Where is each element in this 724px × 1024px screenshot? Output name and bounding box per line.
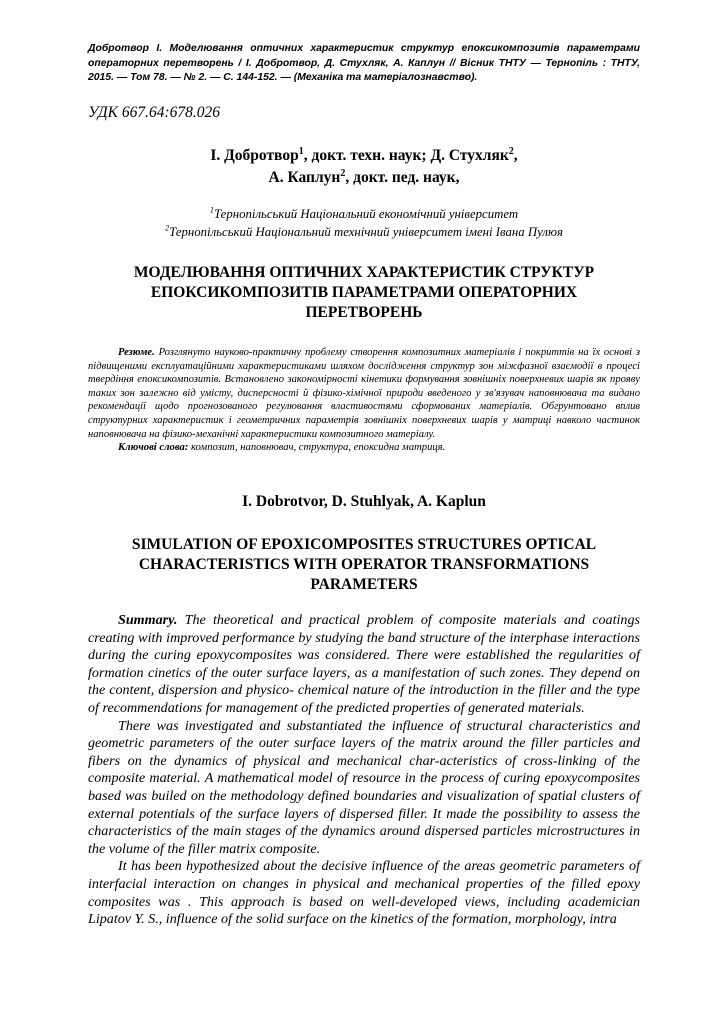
summary-paragraph-2: There was investigated and substantiated the influence of structural characteristics and geometric parameters of the outer surface layers of the matrix around the filler particles and fibers on the dynamics of physical and mechanical char-acteristics of cross-linking of the composite material. A mathematical model of resource in the process of curing epoxycomposites based was builed on the methodology defined boundaries and visualization of spatial clusters of external potentials of the surface layers of dispersed filler. It made the possibility to assess the characteristics of the main stages of the dynamics around dispersed particles microstructures in the volume of the filler matrix composite. bbox=[88, 717, 640, 857]
author-1-name: І. Добротвор bbox=[210, 147, 299, 164]
author-2-sup: 2 bbox=[508, 145, 514, 157]
author-1-sup: 1 bbox=[298, 145, 304, 157]
title-en-line-1: SIMULATION OF EPOXICOMPOSITES STRUCTURES OPTICAL bbox=[131, 536, 597, 553]
udc-code: УДК 667.64:678.026 bbox=[88, 104, 220, 121]
keywords-uk-text: композит, наповнювач, структура, епоксидна матриця. bbox=[190, 442, 446, 454]
abstract-uk-text: Розглянуто науково-практичну проблему створення композитних матеріалів і покриттів на їх основі з підвищеними експлуатаційними характеристиками шляхом дослідження структур зон міжфазної взаємодії в процесі твердіння епоксикомпозитів. Встановлено закономірності кінетики формування зовнішніх поверхневих шарів як прояву таких зон залежно від умісту, дисперсності й фізико-хімічної природи введеного у зв'язувач наповнювача та видано рекомендації щодо прогнозованого регулювання властивостями сформованих матеріалів. Обгрунтовано вплив структурних характеристик і геометричних параметрів зовнішніх поверхневих шарів у матриці навколо частинок наповнювача на фізико-механічні характеристики композитного матеріалу. bbox=[88, 347, 640, 440]
title-ukrainian bbox=[88, 263, 640, 323]
abstract-uk-paragraph bbox=[88, 346, 640, 441]
keywords-uk bbox=[88, 441, 640, 455]
affiliation-1-text: Тернопільський Національний економічний університет bbox=[214, 207, 519, 221]
affiliation-2-text: Тернопільський Національний технічний університет імені Івана Пулюя bbox=[169, 225, 563, 239]
summary-paragraph-1 bbox=[88, 612, 640, 718]
title-english bbox=[88, 535, 640, 595]
title-uk-line-1: МОДЕЛЮВАННЯ ОПТИЧНИХ ХАРАКТЕРИСТИК СТРУКТУР bbox=[133, 264, 595, 281]
title-uk-line-2: ЕПОКСИКОМПОЗИТІВ ПАРАМЕТРАМИ ОПЕРАТОРНИХ bbox=[150, 284, 578, 301]
authors-ukrainian bbox=[88, 145, 640, 189]
author-3-sup: 2 bbox=[340, 167, 346, 179]
author-3-name: А. Каплун bbox=[268, 169, 341, 186]
affiliation-1-sup: 1 bbox=[209, 205, 215, 215]
author-2-tail: , bbox=[513, 147, 518, 164]
affiliation-1 bbox=[88, 205, 640, 223]
author-3-degree: , докт. пед. наук, bbox=[345, 169, 460, 186]
author-2-name: Д. Стухляк bbox=[430, 147, 509, 164]
abstract-ukrainian bbox=[88, 346, 640, 455]
affiliations bbox=[88, 205, 640, 241]
title-uk-line-3: ПЕРЕТВОРЕНЬ bbox=[305, 304, 423, 321]
summary-label: Summary. bbox=[118, 612, 178, 628]
keywords-uk-label: Ключові слова: bbox=[118, 442, 189, 454]
title-en-line-2: CHARACTERISTICS WITH OPERATOR TRANSFORMATIONS bbox=[138, 556, 590, 573]
author-1-degree: , докт. техн. наук; bbox=[303, 147, 431, 164]
title-en-line-3: PARAMETERS bbox=[310, 576, 418, 593]
affiliation-2-sup: 2 bbox=[165, 223, 170, 233]
citation-header: Добротвор І. Моделювання оптичних характеристик структур епоксикомпозитів параметрами операторних перетворень / І. Добротвор, Д. Стухляк, А. Каплун // Вісник ТНТУ — Тернопіль : ТНТУ, 2015. — Том 78. — № 2. — С. 144-152. — (Механіка та матеріалознавство). bbox=[88, 43, 640, 83]
summary-english bbox=[88, 612, 640, 929]
summary-p1-text: The theoretical and practical problem of composite materials and coatings creating with improved performance by studying the band structure of the interphase interactions during the curing epoxycomposites was considered. There were established the regularities of formation cinetics of the outer surface layers, as a manifestation of such zones. They depend on the content, dispersion and physico- chemical nature of the introduction in the filler and the type of recommendations for management of the predicted properties of generated materials. bbox=[88, 612, 640, 716]
summary-paragraph-3: It has been hypothesized about the decisive influence of the areas geometric parameters of interfacial interaction on changes in physical and mechanical properties of the filled epoxy composites was . This approach is based on well-developed views, including academician Lipatov Y. S., influence of the solid surface on the kinetics of the formation, morphology, intra bbox=[88, 858, 640, 928]
abstract-uk-label: Резюме. bbox=[118, 347, 155, 358]
affiliation-2 bbox=[88, 223, 640, 241]
authors-english: I. Dobrotvor, D. Stuhlyak, A. Kaplun bbox=[242, 493, 486, 510]
